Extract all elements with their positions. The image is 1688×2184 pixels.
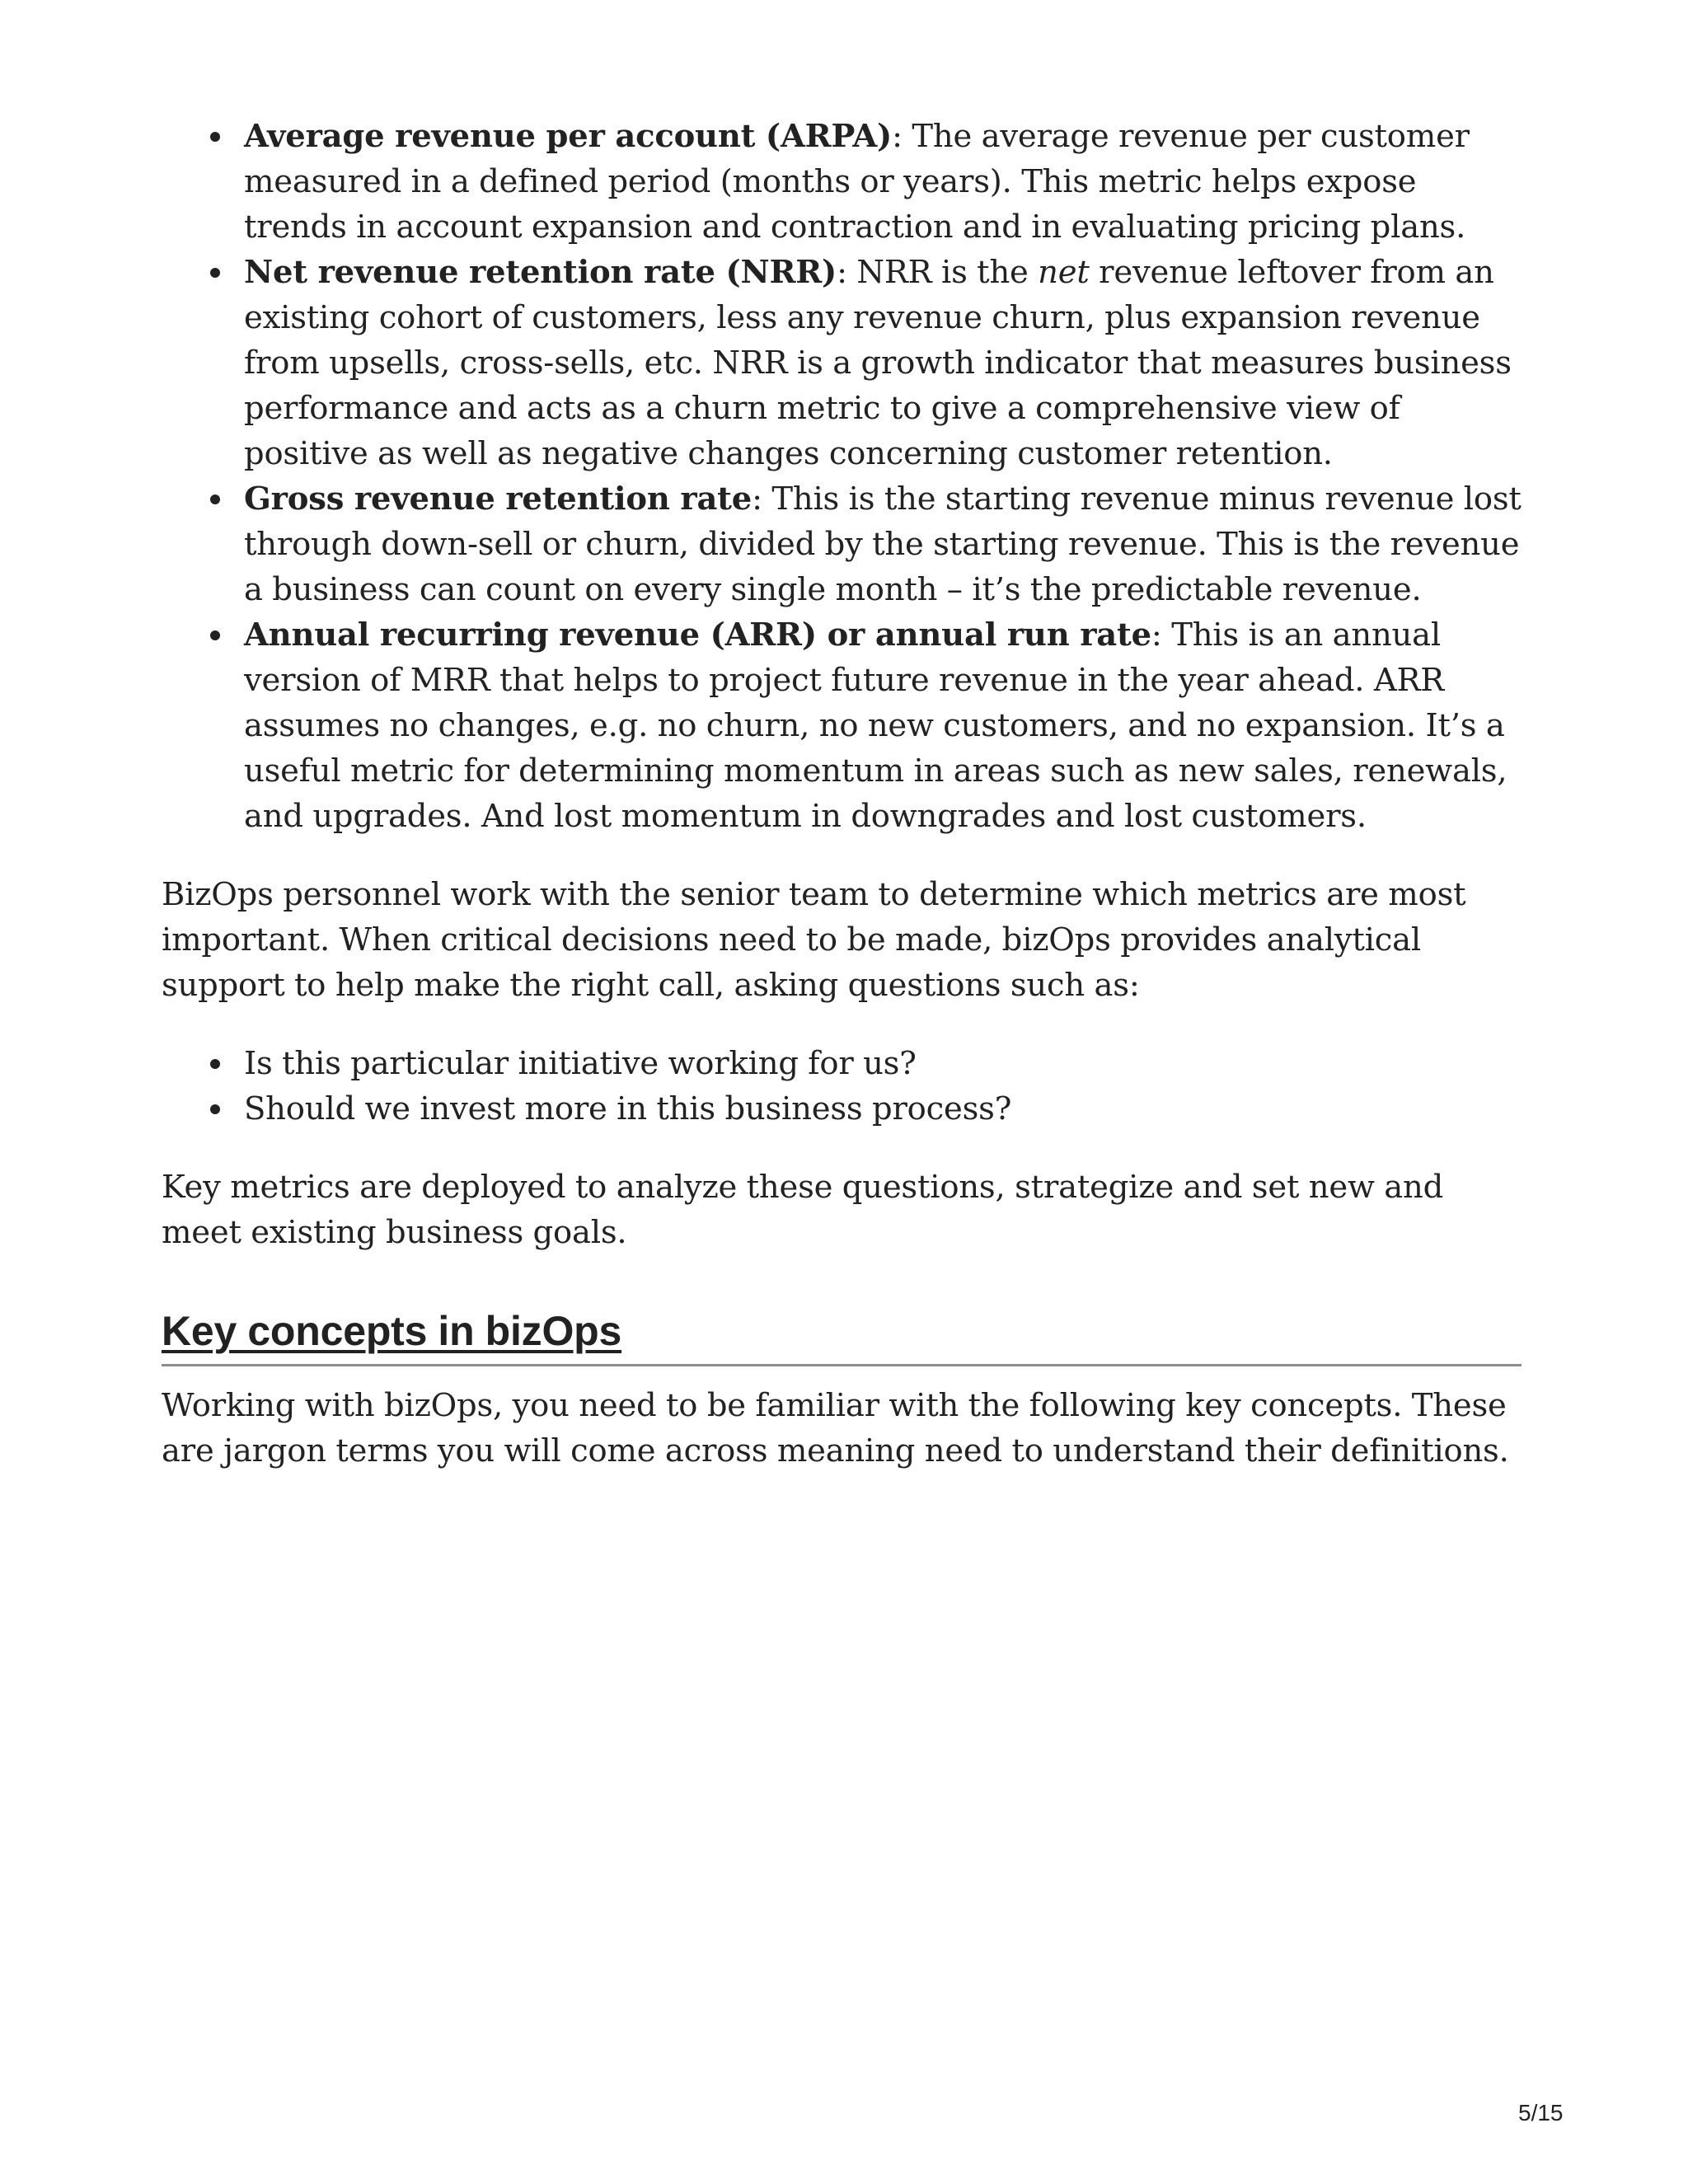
metrics-list [162, 114, 1522, 839]
section-heading: Key concepts in bizOps [162, 1306, 1522, 1366]
document-page [162, 114, 1522, 1474]
paragraph-bizops-metrics: BizOps personnel work with the senior team to determine which metrics are most important. When critical decisions need to be made, bizOps provides analytical support to help make the right call, asking questions such as: [162, 876, 1466, 1004]
definition-gross-revenue-retention: : This is the starting revenue minus revenue lost through down-sell or churn, divided by the starting revenue. This is the revenue a business can count on every single month – it’s the predictable revenue. [244, 480, 1522, 608]
definition-arr: : This is an annual version of MRR that helps to project future revenue in the year ahead. ARR assumes no changes, e.g. no churn, no new customers, and no expansion. It’s a useful metric for determining momentum in areas such as new sales, renewals, and upgrades. And lost momentum in downgrades and lost customers. [244, 616, 1507, 835]
term-arpa: Average revenue per account (ARPA) [244, 118, 893, 155]
page-number: 5/15 [1518, 2100, 1564, 2125]
paragraph-key-metrics: Key metrics are deployed to analyze these questions, strategize and set new and meet existing business goals. [162, 1169, 1444, 1251]
questions-list [162, 1041, 1522, 1132]
definition-arpa: : The average revenue per customer measured in a defined period (months or years). This metric helps expose trends in account expansion and contraction and in evaluating pricing plans. [244, 118, 1470, 246]
list-item-question: Is this particular initiative working for us? [244, 1041, 1522, 1086]
list-item-arpa [244, 114, 1522, 250]
paragraph-key-concepts: Working with bizOps, you need to be familiar with the following key concepts. These are jargon terms you will come across meaning need to understand their definitions. [162, 1387, 1509, 1469]
term-nrr: Net revenue retention rate (NRR) [244, 254, 837, 291]
definition-nrr-italic: net [1038, 254, 1090, 291]
list-item-nrr [244, 250, 1522, 476]
document-content [162, 114, 1522, 1474]
definition-nrr-part1: : NRR is the [837, 254, 1039, 291]
list-item-question: Should we invest more in this business process? [244, 1086, 1522, 1132]
list-item-arr [244, 612, 1522, 839]
list-item-gross-revenue-retention [244, 476, 1522, 612]
term-gross-revenue-retention: Gross revenue retention rate [244, 480, 753, 518]
definition-nrr-part2: revenue leftover from an existing cohort of customers, less any revenue churn, plus expansion revenue from upsells, cross-sells, etc. NRR is a growth indicator that measures business performance and acts as a churn metric to give a comprehensive view of positive as well as negative changes concerning customer retention. [244, 254, 1512, 472]
term-arr: Annual recurring revenue (ARR) or annual run rate [244, 616, 1151, 654]
